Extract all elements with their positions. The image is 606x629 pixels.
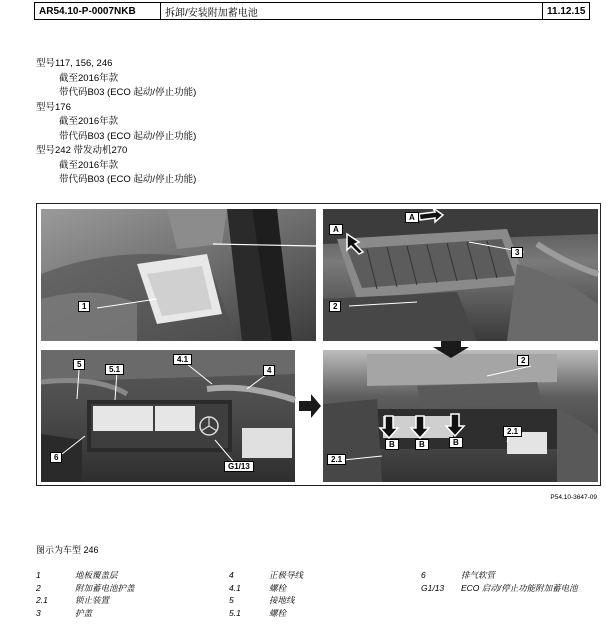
photo-cover-removal: [323, 209, 598, 341]
callout-label: 2: [517, 355, 529, 366]
model-line: 型号242 带发动机270: [36, 145, 128, 156]
procedure-figure: [36, 203, 601, 486]
document-date: 11.12.15: [547, 5, 586, 17]
legend-item: G1/13 ECO 启动/停止功能附加蓄电池: [421, 582, 578, 593]
legend-item: 4.1 螺栓: [229, 582, 287, 593]
model-line: 型号117, 156, 246: [36, 58, 113, 69]
photo-floor-covering: [41, 209, 316, 341]
model-line: 截至2016年款: [59, 116, 119, 127]
callout-label: B: [415, 439, 429, 450]
legend-column-2: [229, 569, 303, 619]
model-line: 带代码B03 (ECO 起动/停止功能): [59, 87, 197, 98]
callout-label: 1: [78, 301, 90, 312]
callout-label: 6: [50, 452, 62, 463]
document-header: [34, 2, 590, 20]
legend-item: 1 地板覆盖层: [36, 570, 118, 580]
document-title: 拆卸/安装附加蓄电池: [161, 3, 543, 19]
callout-label: 2: [329, 301, 341, 312]
callout-label: G1/13: [224, 461, 254, 472]
model-line: 带代码B03 (ECO 起动/停止功能): [59, 130, 197, 142]
legend-column-1: [36, 569, 135, 619]
legend-item: 3 护盖: [36, 607, 93, 618]
callout-label: 5.1: [105, 364, 124, 375]
callout-label: 2.1: [327, 454, 346, 465]
model-line: 型号176: [36, 101, 71, 113]
legend-item: 5 接地线: [229, 595, 295, 605]
legend-item: 5.1 螺栓: [229, 607, 287, 618]
figure-code: P54.10-3647-09: [550, 494, 597, 501]
legend-item: 2.1 锁止装置: [36, 595, 110, 605]
legend-item: 2 附加蓄电池护盖: [36, 582, 135, 593]
callout-label: B: [449, 437, 463, 448]
model-applicability: [36, 57, 196, 188]
callout-label: 5: [73, 359, 85, 370]
callout-label: 2.1: [503, 426, 522, 437]
legend-column-3: [421, 569, 578, 594]
flow-arrow-left-icon: [299, 394, 321, 418]
photo-locking-devices: [323, 350, 598, 482]
model-line: 带代码B03 (ECO 起动/停止功能): [59, 174, 197, 185]
document-code: AR54.10-P-0007NKB: [35, 3, 161, 19]
callout-label: B: [385, 439, 399, 450]
callout-label: 4.1: [173, 354, 192, 365]
callout-label: A: [329, 224, 343, 235]
model-line: 截至2016年款: [59, 72, 119, 84]
model-line: 截至2016年款: [59, 159, 119, 171]
callout-label: A: [405, 212, 419, 223]
callout-label: 4: [263, 365, 275, 376]
legend-item: 4 正极导线: [229, 570, 304, 580]
legend-item: 6 排气软管: [421, 570, 496, 580]
callout-label: 3: [511, 247, 523, 258]
figure-caption: 图示为车型 246: [36, 545, 99, 555]
